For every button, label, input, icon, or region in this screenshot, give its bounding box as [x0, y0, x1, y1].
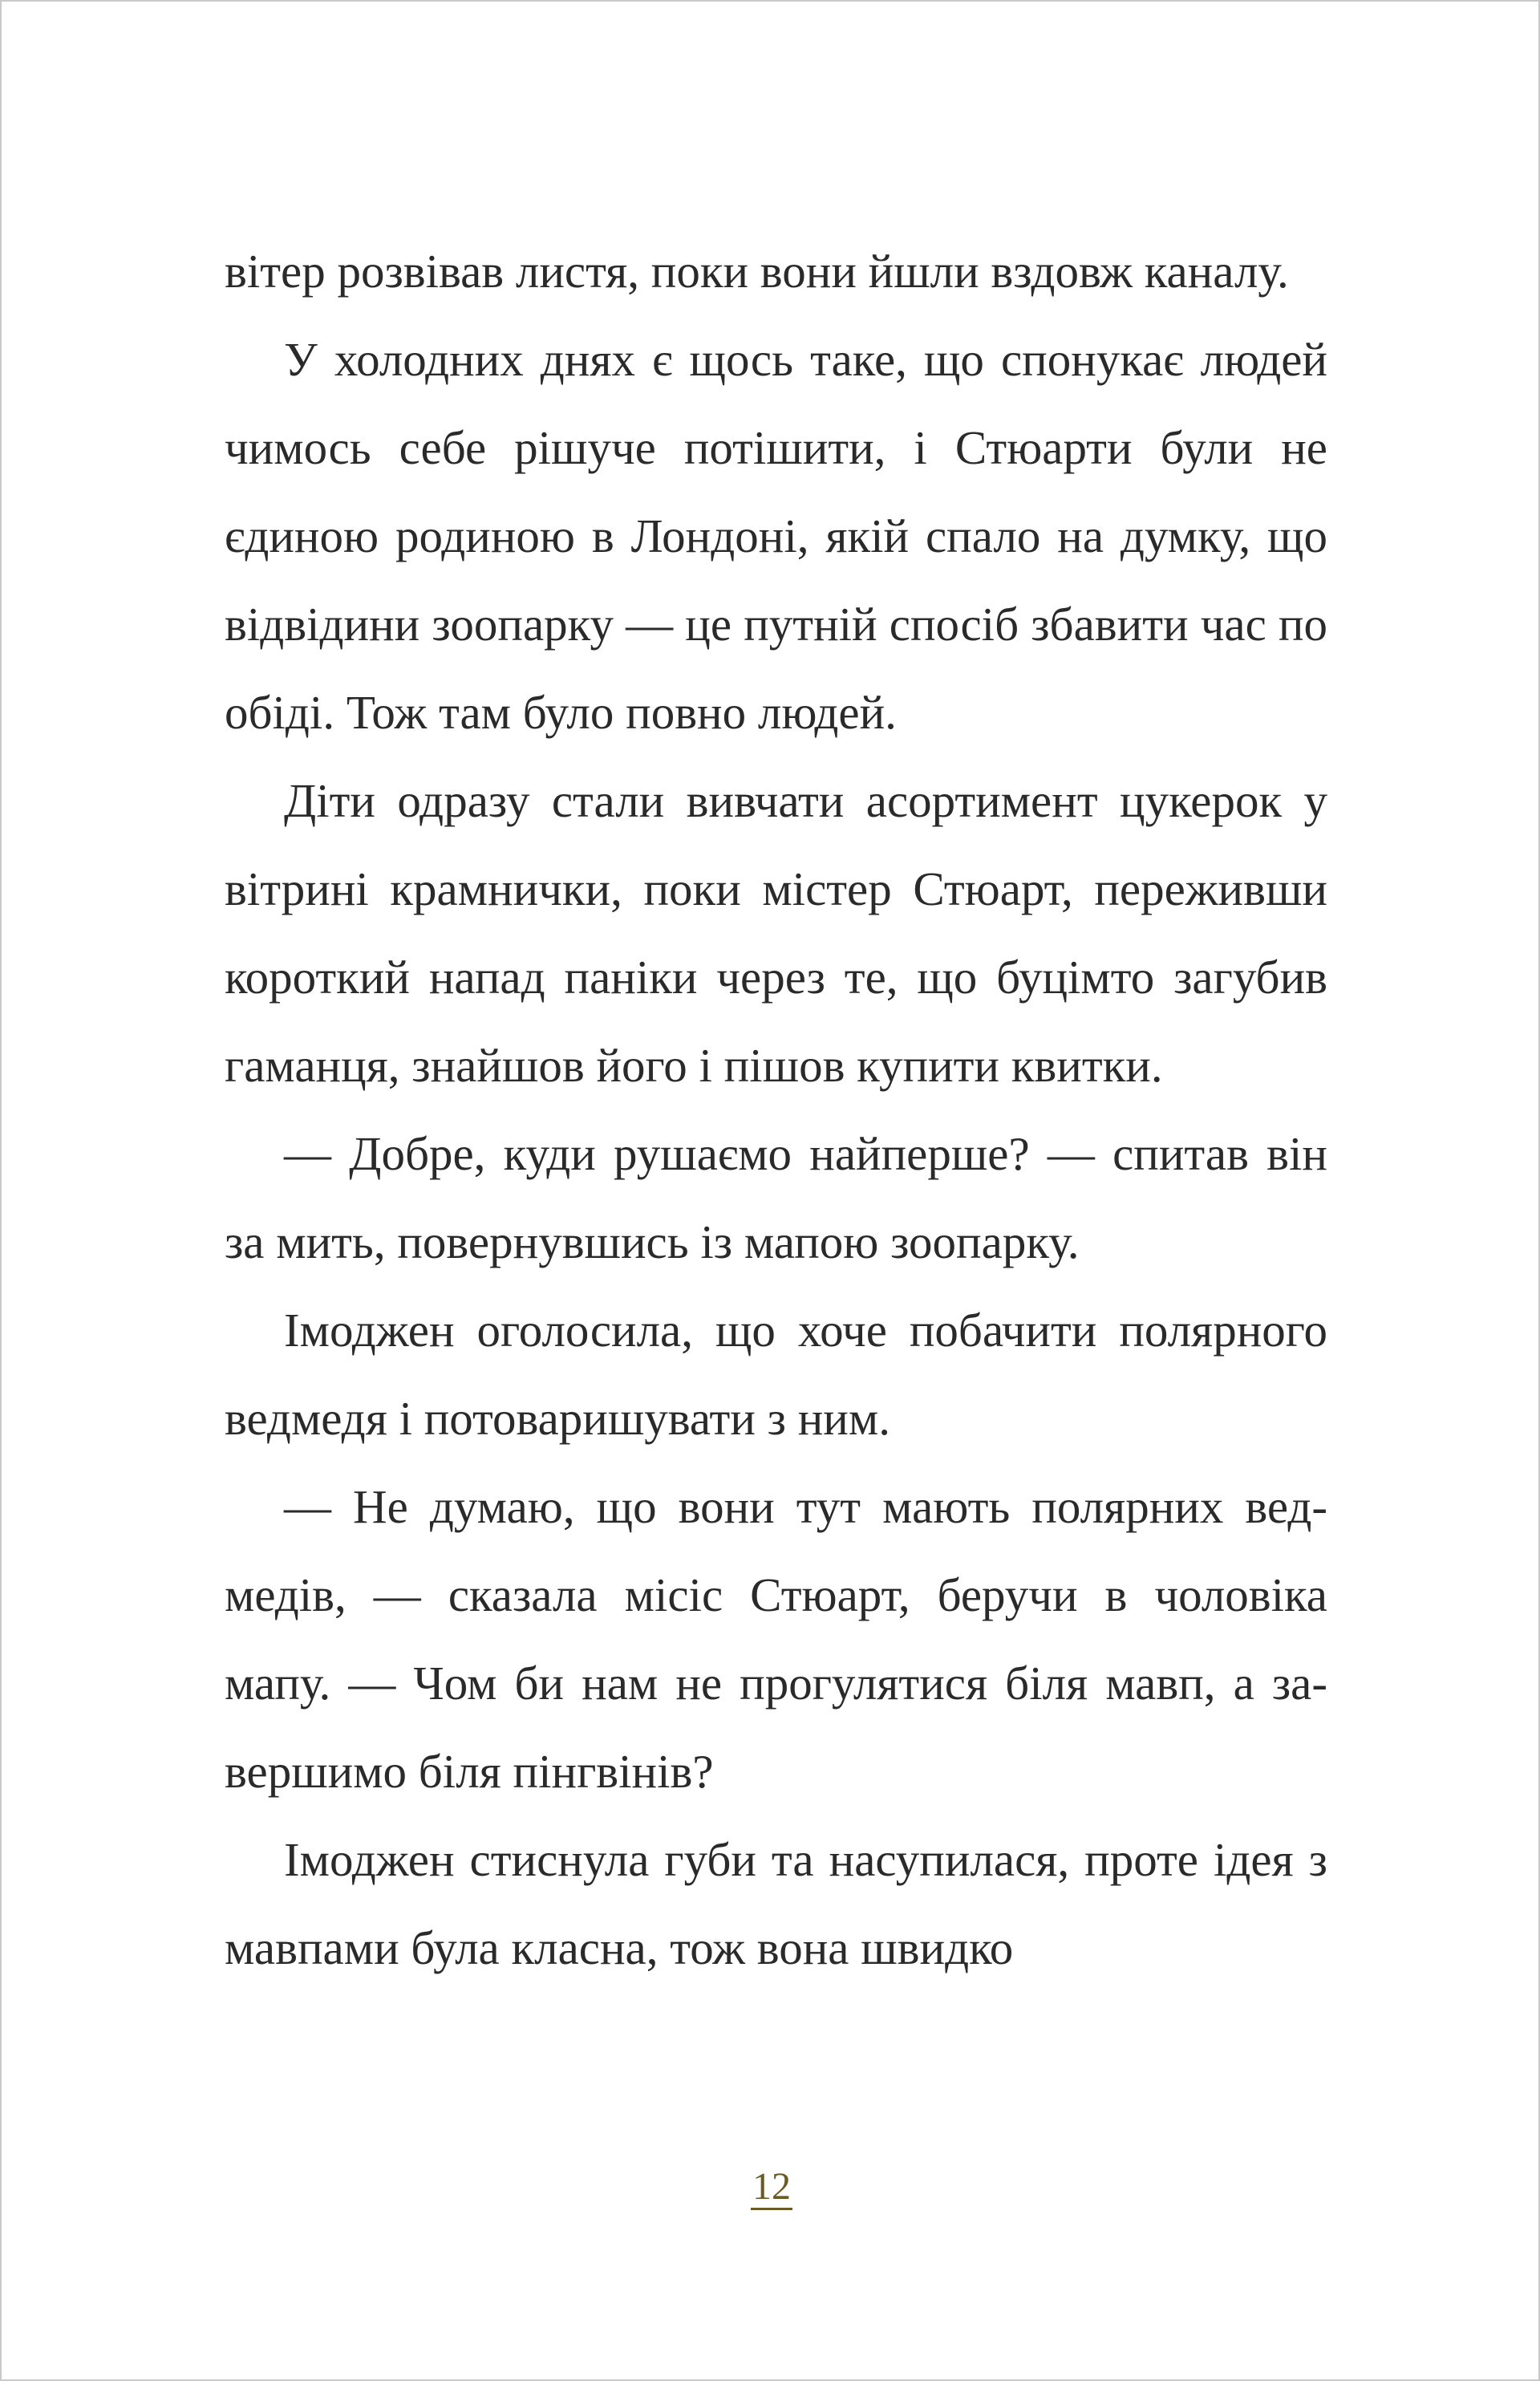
paragraph: Імоджен стиснула губи та насупилася, проте ідея з мавпами була класна, тож вона швидко — [225, 1833, 1327, 1974]
page-number — [2, 2163, 1540, 2211]
paragraph: Імоджен оголосила, що хоче побачити полярного ведмедя і потоваришувати з ним. — [225, 1304, 1327, 1445]
body-text — [225, 227, 1327, 1992]
paragraph: Діти одразу стали вивчати асортимент цукерок у вітрині крамнички, поки містер Стюарт, переживши короткий напад паніки через те, що буцімто загубив гаманця, знайшов його і пішов купити квитки. — [225, 774, 1327, 1092]
dialogue-paragraph: — Не думаю, що вони тут мають полярних ведмедів, — сказала місіс Стюарт, беручи в чоловіка мапу. — Чом би нам не прогулятися біля мавп, а завершимо біля пінгвінів? — [225, 1480, 1327, 1798]
dialogue-paragraph: — Добре, куди рушаємо найперше? — спитав він за мить, повернувшись із мапою зоопарку. — [225, 1127, 1327, 1268]
paragraph: У холодних днях є щось таке, що спонукає людей чимось себе рішуче потішити, і Стюарти були не єдиною родиною в Лондоні, якій спало на думку, що відвідини зоопарку — це путній спосіб збавити час по обіді. Тож там було повно людей. — [225, 333, 1327, 739]
page-number-label: 12 — [751, 2165, 792, 2210]
paragraph-continuation: вітер розвівав листя, поки вони йшли вздовж каналу. — [225, 245, 1289, 298]
